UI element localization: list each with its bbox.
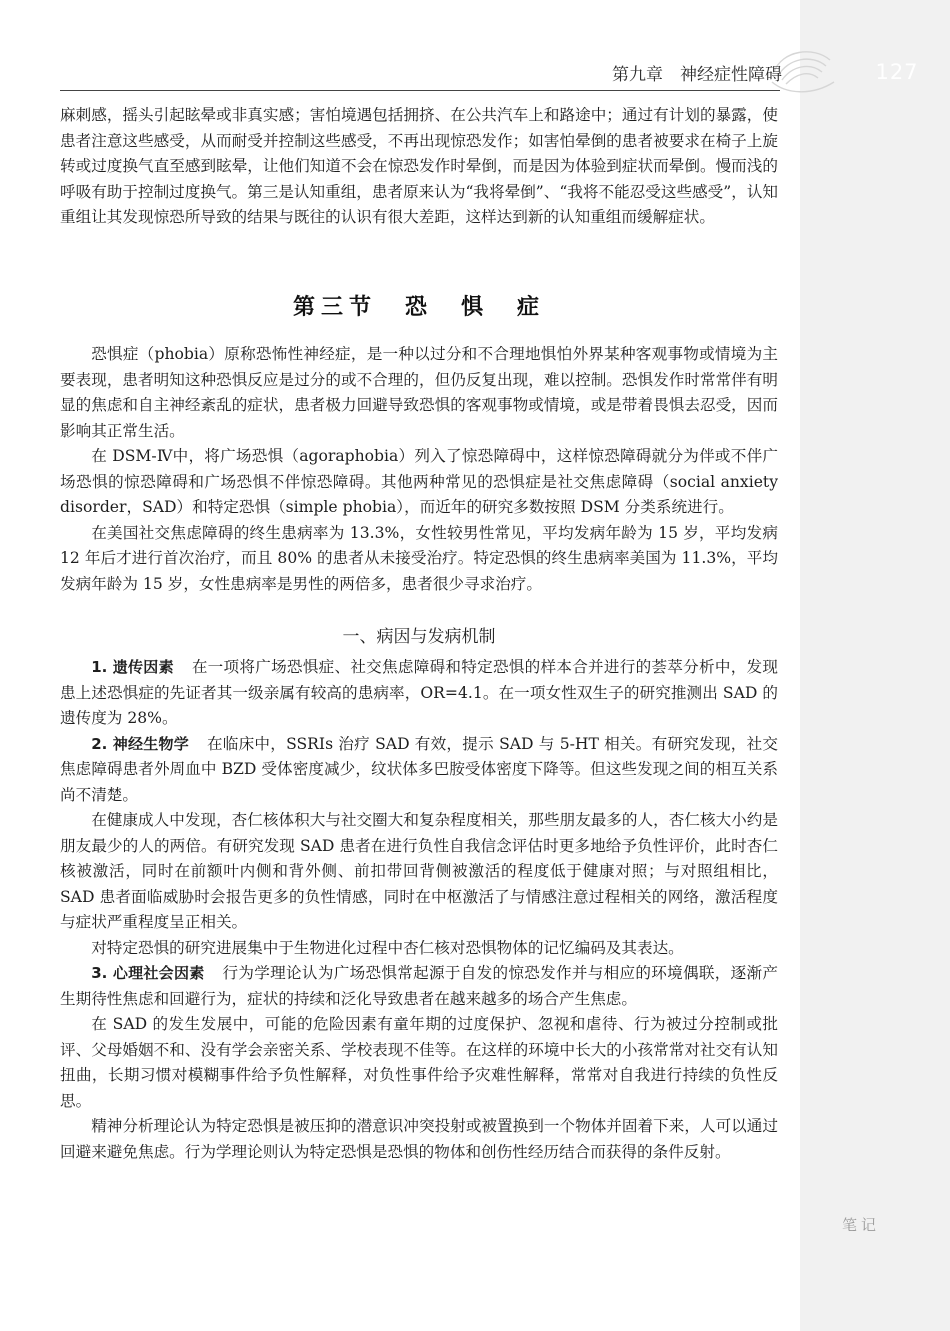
genetic-factors-text: 在一项将广场恐惧症、社交焦虑障碍和特定恐惧的样本合并进行的荟萃分析中，发现患上述恐惧症的先证者其一级亲属有较高的患病率，OR=4.1。在一项女性双生子的研究推测出 SAD 的遗传度为 28%。 — [60, 658, 778, 727]
psychoanalytic-theory-paragraph: 精神分析理论认为特定恐惧是被压抑的潜意识冲突投射或被置换到一个物体并固着下来，人可以通过回避来避免焦虑。行为学理论则认为特定恐惧是恐惧的物体和创伤性经历结合而获得的条件反射。 — [60, 1117, 778, 1161]
sad-risk-factors-paragraph: 在 SAD 的发生发展中，可能的危险因素有童年期的过度保护、忽视和虐待、行为被过分控制或批评、父母婚姻不和、没有学会亲密关系、学校表现不佳等。在这样的环境中长大的小孩常常对社交有认知扭曲，长期习惯对模糊事件给予负性解释，对负性事件给予灾难性解释，常常对自我进行持续的负性反思。 — [60, 1015, 778, 1110]
etiology-content — [60, 655, 778, 1165]
psychosocial-text: 行为学理论认为广场恐惧常起源于自发的惊恐发作并与相应的环境偶联，逐渐产生期待性焦虑和回避行为，症状的持续和泛化导致患者在越来越多的场合产生焦虑。 — [60, 964, 778, 1008]
subsection-title: 一、病因与发病机制 — [342, 627, 496, 647]
neurobiology-paragraph — [60, 732, 778, 809]
continued-paragraph: 麻刺感，摇头引起眩晕或非真实感；害怕境遇包括拥挤、在公共汽车上和路途中；通过有计划的暴露，使患者注意这些感受，从而耐受并控制这些感受，不再出现惊恐发作；如害怕晕倒的患者被要求在椅子上旋转或过度换气直至感到眩晕，让他们知道不会在惊恐发作时晕倒，而是因为体验到症状而晕倒。慢而浅的呼吸有助于控制过度换气。第三是认知重组，患者原来认为“我将晕倒”、“我将不能忍受这些感受”，认知重组让其发现惊恐所导致的结果与既往的认识有很大差距，这样达到新的认知重组而缓解症状。 — [60, 106, 779, 226]
section-intro — [60, 342, 778, 597]
genetic-factors-paragraph — [60, 655, 778, 732]
chapter-header: 第九章 神经症性障碍 — [612, 65, 782, 85]
specific-phobia-research-paragraph: 对特定恐惧的研究进展集中于生物进化过程中杏仁核对恐惧物体的记忆编码及其表达。 — [91, 938, 684, 957]
margin-notes-label: 笔记 — [842, 1216, 881, 1234]
continued-paragraph-block — [60, 103, 778, 231]
amygdala-paragraph: 在健康成人中发现，杏仁核体积大与社交圈大和复杂程度相关，那些朋友最多的人，杏仁核大小约是朋友最少的人的两倍。有研究发现 SAD 患者在进行负性自我信念评估时更多地给予负性评价，此时杏仁核被激活，同时在前额叶内侧和背外侧、前扣带回背侧被激活的程度低于健康对照；与对照组相比，SAD 患者面临威胁时会报告更多的负性情感，同时在中枢激活了与情感注意过程相关的网络，激活程度与症状严重程度呈正相关。 — [60, 811, 778, 931]
psychosocial-term: 3. 心理社会因素 — [91, 964, 205, 982]
psychosocial-paragraph — [60, 961, 778, 1012]
genetic-factors-term: 1. 遗传因素 — [91, 658, 174, 676]
intro-paragraph-epidemiology: 在美国社交焦虑障碍的终生患病率为 13.3%，女性较男性常见，平均发病年龄为 15 岁，平均发病 12 年后才进行首次治疗，而且 80% 的患者从未接受治疗。特定恐惧的终生患病率美国为 11.3%，平均发病年龄为 15 岁，女性患病率是男性的两倍多，患者很少寻求治疗。 — [60, 523, 778, 593]
intro-paragraph-classification: 在 DSM-Ⅳ中，将广场恐惧（agoraphobia）列入了惊恐障碍中，这样惊恐障碍就分为伴或不伴广场恐惧的惊恐障碍和广场恐惧不伴惊恐障碍。其他两种常见的恐惧症是社交焦虑障碍（social anxiety disorder，SAD）和特定恐惧（simple phobia），而近年的研究多数按照 DSM 分类系统进行。 — [60, 447, 778, 516]
section-title: 第三节 恐 惧 症 — [292, 295, 545, 320]
neurobiology-text: 在临床中，SSRIs 治疗 SAD 有效，提示 SAD 与 5-HT 相关。有研究发现，社交焦虑障碍患者外周血中 BZD 受体密度减少，纹状体多巴胺受体密度下降等。但这些发现之间的相互关系尚不清楚。 — [60, 734, 778, 804]
intro-paragraph-definition: 恐惧症（phobia）原称恐怖性神经症，是一种以过分和不合理地惧怕外界某种客观事物或情境为主要表现，患者明知这种恐惧反应是过分的或不合理的，但仍反复出现，难以控制。恐惧发作时常常伴有明显的焦虑和自主神经紊乱的症状，患者极力回避导致恐惧的客观事物或情境，或是带着畏惧去忍受，因而影响其正常生活。 — [60, 345, 778, 440]
header-divider — [60, 90, 780, 91]
notes-margin — [800, 0, 950, 1331]
neurobiology-term: 2. 神经生物学 — [91, 734, 189, 753]
page-number: 127 — [875, 60, 919, 84]
